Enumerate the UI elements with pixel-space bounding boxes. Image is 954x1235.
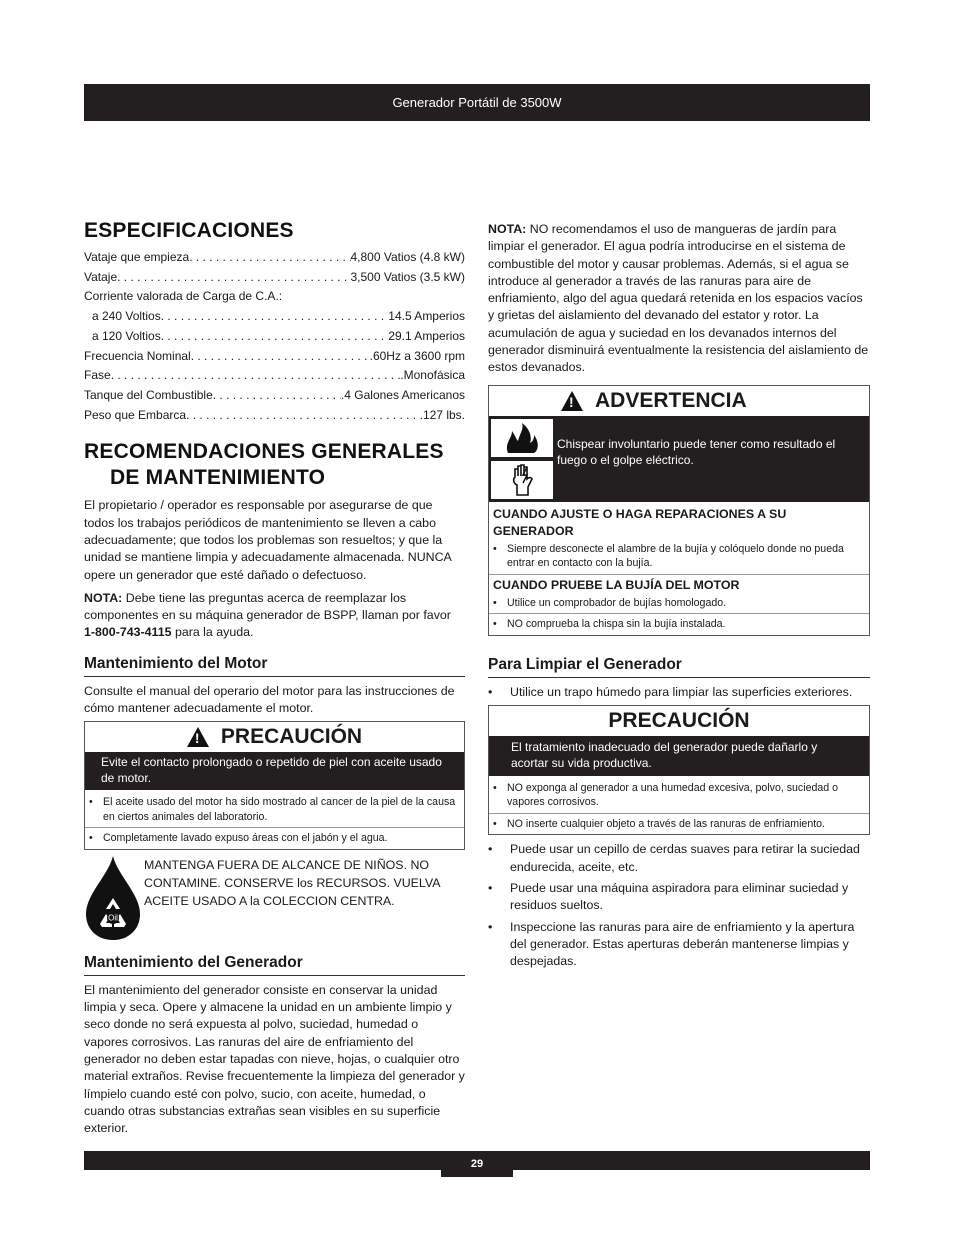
cleaning-heading: Para Limpiar el Generador [488,656,870,678]
spec-row: Frecuencia Nominal . . . .60Hz a 3600 rpm [84,347,465,367]
list-item: • NO exponga al generador a una humedad excesiva, polvo, suciedad o vapores corrosivos. [493,781,838,809]
cleaning-list-bottom [488,841,870,970]
list-item: • Puede usar un cepillo de cerdas suaves para retirar la suciedad endurecida, aceite, etc. [488,842,860,874]
list-item: • NO inserte cualquier objeto a través de las ranuras de enfriamiento. [489,813,869,835]
oil-recycle-text: MANTENGA FUERA DE ALCANCE DE NIÑOS. NO CONTAMINE. CONSERVE los RECURSOS. VUELVA ACEITE USADO A la COLECCION CENTRA. [144,857,440,908]
spec-row: Fase . . . .Monofásica [84,366,465,386]
spec-row: Tanque del Combustible . . . .4 Galones Americanos [84,386,465,406]
fire-icon [491,419,553,457]
list-item: • Puede usar una máquina aspiradora para eliminar suciedad y residuos sueltos. [488,881,849,913]
caution-bullets [85,790,464,849]
spec-row: Vataje . . . 3,500 Vatios (3.5 kW) [84,268,465,288]
spec-row: Corriente valorada de Carga de C.A.: [84,289,283,304]
header-title: Generador Portátil de 3500W [392,95,562,110]
hazard-icons [489,416,555,502]
oil-recycle-icon [84,854,144,944]
spec-row: a 240 Voltios . . . 14.5 Amperios [84,307,465,327]
maintenance-heading: RECOMENDACIONES GENERALES DE MANTENIMIENTO [84,440,444,490]
generator-heading: Mantenimiento del Generador [84,954,465,976]
caution-bullets [489,776,869,835]
oil-recycle-block [84,854,465,944]
warning-box [488,385,870,636]
right-column [488,221,870,975]
list-item: • El aceite usado del motor ha sido mostrado al cancer de la piel de la causa en ciertos animales del laboratorio. [89,796,456,823]
warning-triangle-icon [561,391,583,411]
warning-band [489,416,869,502]
hose-note: NOTA: NO recomendamos el uso de mangueras de jardín para limpiar el generador. El agua podría introducirse en el sistema de combustible del motor y causar problemas. Además, si el agua se introduce al generador a través de las ranuras para aire de enfriamiento, algo del agua quedará retenida en los espacios vacíos y grietas del aislamiento del devanado del estator y rotor. La acumulación de agua y suciedad en los devanados internos del generador disminuirá eventualmente la resistencia del aislamiento de estos devanados. [488,222,869,375]
warning-bullets [489,596,869,635]
list-item: • Utilice un trapo húmedo para limpiar las superficies exteriores. [488,684,853,699]
caution-band: Evite el contacto prolongado o repetido de piel con aceite usado de motor. [85,752,464,790]
spec-row: a 120 Voltios . . . 29.1 Amperios [84,327,465,347]
warning-section-head: CUANDO AJUSTE O HAGA REPARACIONES A SU GENERADOR [493,506,787,538]
caution-header: PRECAUCIÓN [608,708,750,732]
warning-header: ! ADVERTENCIA [489,386,869,416]
maintenance-note: NOTA: Debe tiene las preguntas acerca de reemplazar los componentes en su máquina generador de BSPP, llaman por favor 1-800-743-4115 para la ayuda. [84,590,451,640]
motor-text: Consulte el manual del operario del motor para las instrucciones de cómo mantener adecuadamente el motor. [84,683,455,715]
spec-row: Vataje que empieza . . . 4,800 Vatios (4.8 kW) [84,248,465,268]
caution-header: ! PRECAUCIÓN [85,722,464,752]
specs-heading: ESPECIFICACIONES [84,219,294,242]
spec-row: Peso que Embarca . . . .127 lbs. [84,406,465,426]
list-item: • Inspeccione las ranuras para aire de enfriamiento y la apertura del generador. Estas aperturas deberán mantenerse limpias y despejadas. [488,919,855,969]
warning-bullets [489,542,869,574]
warning-triangle-icon [187,727,209,747]
maintenance-intro: El propietario / operador es responsable por asegurarse de que todos los trabajos periódicos de mantenimiento se lleven a cabo adecuadamente; que todos los problemas son resueltos; y que la unidad se mantiene limpia y adecuadamente almacenada. NUNCA opere un generador que esté dañado o defectuoso. [84,498,452,582]
caution-box-generator [488,705,870,836]
specs-table [84,248,465,425]
list-item: • Utilice un comprobador de bujías homologado. [493,596,727,609]
header-bar [84,84,870,121]
electric-shock-icon [491,461,553,499]
left-column [84,218,465,1137]
motor-heading: Mantenimiento del Motor [84,655,465,677]
list-item: • NO comprueba la chispa sin la bujía instalada. [489,613,869,635]
list-item: • Siempre desconecte el alambre de la bujía y colóquelo donde no pueda entrar en contacto con la bujía. [493,542,844,570]
list-item: • Completamente lavado expuso áreas con el jabón y el agua. [85,827,464,849]
page-number: 29 [441,1151,513,1177]
support-phone: 1-800-743-4115 [84,625,172,640]
svg-text:Oil: Oil [108,913,118,923]
warning-band-text: Chispear involuntario puede tener como resultado el fuego o el golpe eléctrico. [557,436,836,467]
warning-section-head: CUANDO PRUEBE LA BUJÍA DEL MOTOR [489,574,869,596]
caution-box-oil [84,721,465,850]
cleaning-list-top [488,684,870,701]
generator-text: El mantenimiento del generador consiste en conservar la unidad limpia y seca. Opere y almacene la unidad en un ambiente limpio y seco donde no será expuesta al polvo, suciedad, humedad o vapores corrosivos. Las ranuras del aire de enfriamiento del generador no deben estar tapadas con nieve, hojas, o cualquier otro material extraños. Revise frecuentemente la limpieza del generador y límpielo cuando esté con polvo, sucio, con aceite, humedad, o cuando otras substancias extrañas sean visibles en su superficie exterior. [84,982,465,1136]
caution-band: El tratamiento inadecuado del generador puede dañarlo y acortar su vida productiva. [489,736,869,776]
